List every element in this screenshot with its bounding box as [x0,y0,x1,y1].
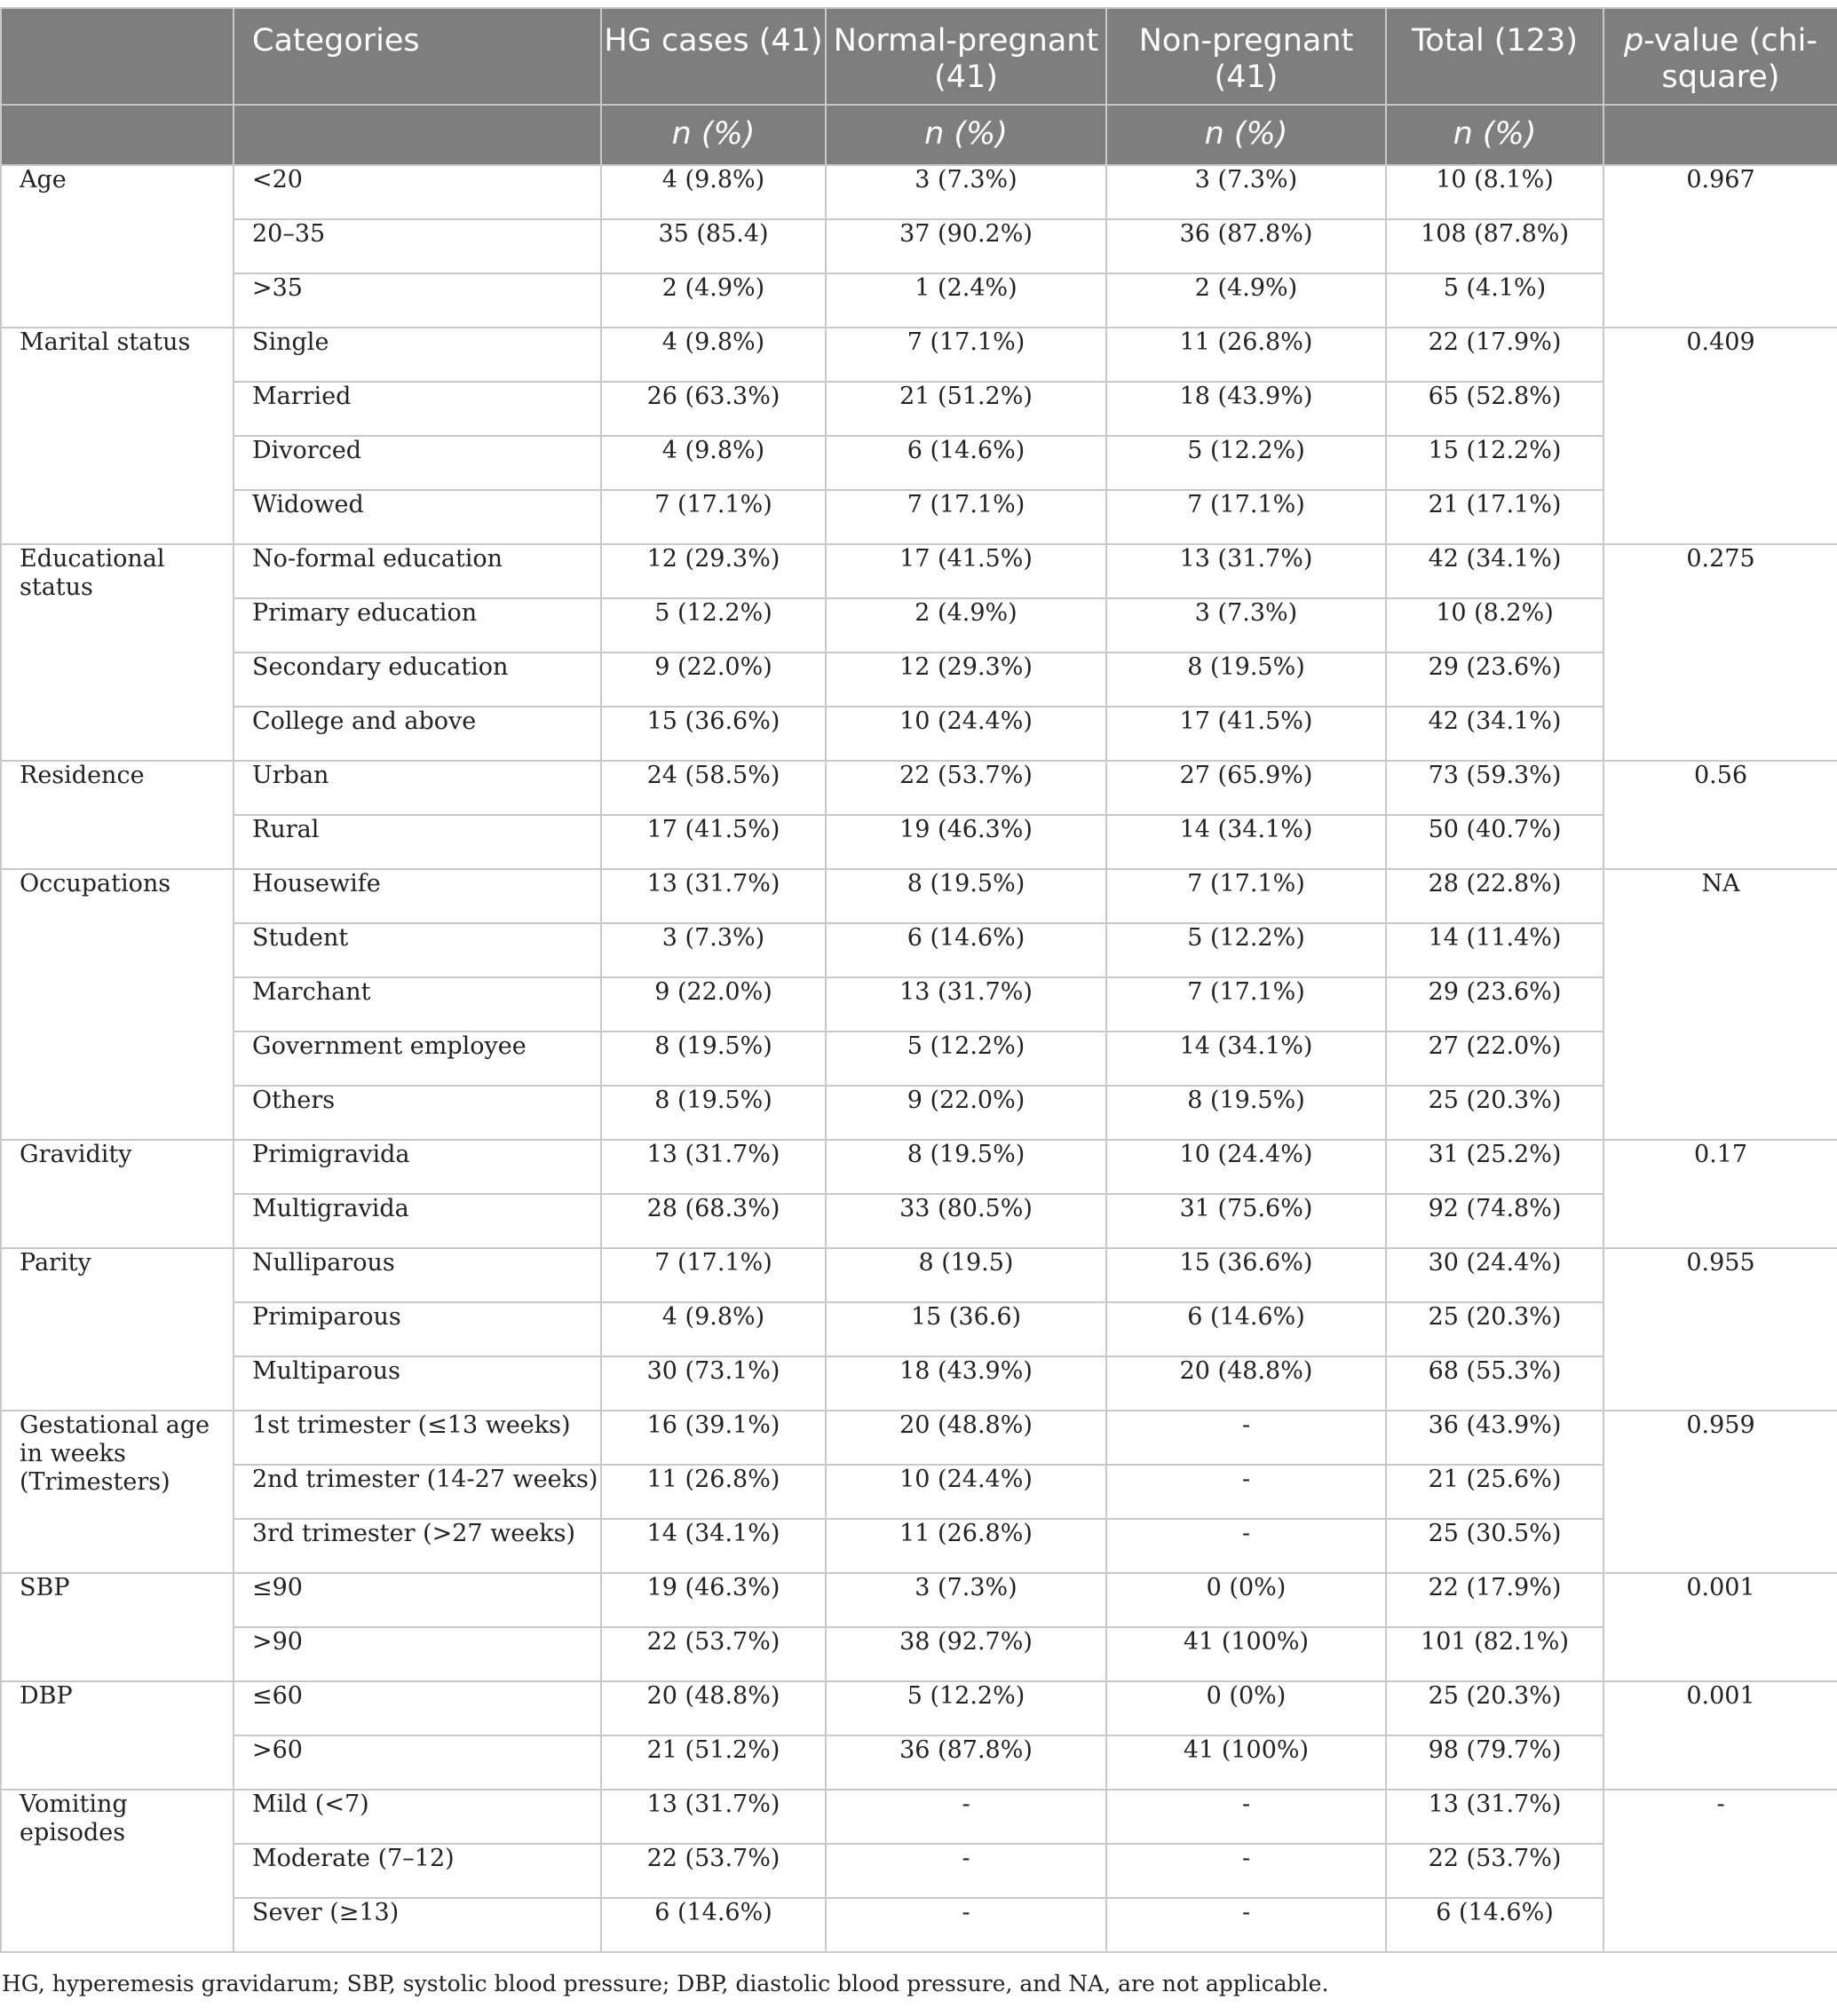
normal-pregnant-cell: 6 (14.6%) [826,436,1106,490]
header-total: Total (123) [1386,8,1603,105]
table-row [1,598,1837,652]
total-cell: 13 (31.7%) [1386,1790,1603,1844]
normal-pregnant-cell: 3 (7.3%) [826,165,1106,219]
total-cell: 42 (34.1%) [1386,707,1603,761]
p-value-cell: 0.17 [1603,1140,1837,1248]
hg-cases-cell: 22 (53.7%) [601,1844,826,1898]
normal-pregnant-cell: 8 (19.5%) [826,869,1106,923]
total-cell: 5 (4.1%) [1386,273,1603,328]
total-cell: 10 (8.2%) [1386,598,1603,652]
category-cell: >35 [234,273,601,328]
total-cell: 31 (25.2%) [1386,1140,1603,1194]
non-pregnant-cell: - [1106,1465,1386,1519]
table-row [1,1898,1837,1952]
non-pregnant-cell: 3 (7.3%) [1106,165,1386,219]
hg-cases-cell: 8 (19.5%) [601,1032,826,1086]
hg-cases-cell: 5 (12.2%) [601,598,826,652]
header-normal-pregnant: Normal-pregnant (41) [826,8,1106,105]
p-value-cell: 0.001 [1603,1573,1837,1681]
normal-pregnant-cell: 10 (24.4%) [826,1465,1106,1519]
non-pregnant-cell: 15 (36.6%) [1106,1248,1386,1302]
total-cell: 28 (22.8%) [1386,869,1603,923]
hg-cases-cell: 21 (51.2%) [601,1735,826,1790]
category-cell: Government employee [234,1032,601,1086]
hg-cases-cell: 24 (58.5%) [601,761,826,815]
non-pregnant-cell: 27 (65.9%) [1106,761,1386,815]
category-cell: ≤60 [234,1681,601,1735]
table-row [1,273,1837,328]
non-pregnant-cell: - [1106,1898,1386,1952]
table-row [1,923,1837,977]
non-pregnant-cell: 6 (14.6%) [1106,1302,1386,1356]
total-cell: 25 (20.3%) [1386,1681,1603,1735]
normal-pregnant-cell: 8 (19.5) [826,1248,1106,1302]
total-cell: 108 (87.8%) [1386,219,1603,273]
total-cell: 22 (17.9%) [1386,1573,1603,1627]
header-hg-cases: HG cases (41) [601,8,826,105]
total-cell: 21 (25.6%) [1386,1465,1603,1519]
category-cell: >90 [234,1627,601,1681]
non-pregnant-cell: 36 (87.8%) [1106,219,1386,273]
category-cell: Mild (<7) [234,1790,601,1844]
normal-pregnant-cell: - [826,1844,1106,1898]
table-row [1,652,1837,707]
p-value-label: -value (chi-square) [1643,23,1818,95]
category-cell: Housewife [234,869,601,923]
normal-pregnant-cell: 37 (90.2%) [826,219,1106,273]
category-cell: Urban [234,761,601,815]
total-cell: 15 (12.2%) [1386,436,1603,490]
non-pregnant-cell: 13 (31.7%) [1106,544,1386,598]
table-row [1,1194,1837,1248]
category-cell: Primigravida [234,1140,601,1194]
non-pregnant-cell: 2 (4.9%) [1106,273,1386,328]
group-label: Vomiting episodes [1,1790,234,1952]
header-group-column [1,8,234,105]
category-cell: Marchant [234,977,601,1032]
normal-pregnant-cell: 19 (46.3%) [826,815,1106,869]
category-cell: Single [234,328,601,382]
normal-pregnant-cell: 6 (14.6%) [826,923,1106,977]
table-row [1,815,1837,869]
hg-cases-cell: 13 (31.7%) [601,1790,826,1844]
p-letter: p [1623,23,1644,59]
hg-cases-cell: 4 (9.8%) [601,436,826,490]
p-value-cell: 0.959 [1603,1411,1837,1573]
non-pregnant-cell: - [1106,1844,1386,1898]
table-row [1,1844,1837,1898]
total-cell: 29 (23.6%) [1386,977,1603,1032]
header-p-value [1603,8,1837,105]
table-row [1,165,1837,219]
non-pregnant-cell: 0 (0%) [1106,1573,1386,1627]
category-cell: Nulliparous [234,1248,601,1302]
table-row [1,1519,1837,1573]
category-cell: 1st trimester (≤13 weeks) [234,1411,601,1465]
table-row [1,977,1837,1032]
category-cell: Widowed [234,490,601,544]
header-categories: Categories [234,8,601,105]
normal-pregnant-cell: - [826,1898,1106,1952]
table-row [1,869,1837,923]
subheader-n-pct: n (%) [826,105,1106,165]
table-row [1,1248,1837,1302]
normal-pregnant-cell: 7 (17.1%) [826,490,1106,544]
group-label: SBP [1,1573,234,1681]
table-row [1,1627,1837,1681]
category-cell: Sever (≥13) [234,1898,601,1952]
data-table [0,7,1837,1953]
normal-pregnant-cell: 10 (24.4%) [826,707,1106,761]
table-row [1,436,1837,490]
total-cell: 22 (17.9%) [1386,328,1603,382]
total-cell: 25 (30.5%) [1386,1519,1603,1573]
category-cell: Student [234,923,601,977]
total-cell: 29 (23.6%) [1386,652,1603,707]
non-pregnant-cell: 5 (12.2%) [1106,436,1386,490]
hg-cases-cell: 4 (9.8%) [601,165,826,219]
total-cell: 73 (59.3%) [1386,761,1603,815]
table-body [1,165,1837,1952]
hg-cases-cell: 4 (9.8%) [601,1302,826,1356]
hg-cases-cell: 6 (14.6%) [601,1898,826,1952]
subheader-n-pct: n (%) [601,105,826,165]
hg-cases-cell: 12 (29.3%) [601,544,826,598]
non-pregnant-cell: 11 (26.8%) [1106,328,1386,382]
table-row [1,382,1837,436]
p-value-cell: - [1603,1790,1837,1952]
hg-cases-cell: 13 (31.7%) [601,869,826,923]
category-cell: Moderate (7–12) [234,1844,601,1898]
normal-pregnant-cell: 33 (80.5%) [826,1194,1106,1248]
hg-cases-cell: 7 (17.1%) [601,490,826,544]
total-cell: 36 (43.9%) [1386,1411,1603,1465]
group-label: DBP [1,1681,234,1790]
total-cell: 21 (17.1%) [1386,490,1603,544]
subheader-empty [1,105,234,165]
normal-pregnant-cell: 22 (53.7%) [826,761,1106,815]
non-pregnant-cell: 14 (34.1%) [1106,815,1386,869]
subheader-empty [234,105,601,165]
category-cell: <20 [234,165,601,219]
hg-cases-cell: 20 (48.8%) [601,1681,826,1735]
normal-pregnant-cell: 5 (12.2%) [826,1681,1106,1735]
hg-cases-cell: 26 (63.3%) [601,382,826,436]
hg-cases-cell: 3 (7.3%) [601,923,826,977]
group-label: Marital status [1,328,234,544]
total-cell: 10 (8.1%) [1386,165,1603,219]
group-label: Residence [1,761,234,869]
normal-pregnant-cell: 21 (51.2%) [826,382,1106,436]
header-row [1,8,1837,105]
category-cell: Multigravida [234,1194,601,1248]
category-cell: No-formal education [234,544,601,598]
hg-cases-cell: 2 (4.9%) [601,273,826,328]
category-cell: Multiparous [234,1356,601,1411]
total-cell: 65 (52.8%) [1386,382,1603,436]
non-pregnant-cell: 7 (17.1%) [1106,869,1386,923]
table-row [1,1356,1837,1411]
hg-cases-cell: 16 (39.1%) [601,1411,826,1465]
total-cell: 25 (20.3%) [1386,1086,1603,1140]
category-cell: Married [234,382,601,436]
total-cell: 27 (22.0%) [1386,1032,1603,1086]
hg-cases-cell: 35 (85.4) [601,219,826,273]
normal-pregnant-cell: 2 (4.9%) [826,598,1106,652]
table-row [1,1032,1837,1086]
group-label: Educational status [1,544,234,761]
total-cell: 50 (40.7%) [1386,815,1603,869]
total-cell: 22 (53.7%) [1386,1844,1603,1898]
hg-cases-cell: 22 (53.7%) [601,1627,826,1681]
table-row [1,1086,1837,1140]
non-pregnant-cell: - [1106,1411,1386,1465]
p-value-cell: 0.955 [1603,1248,1837,1411]
category-cell: Primiparous [234,1302,601,1356]
p-value-cell: 0.001 [1603,1681,1837,1790]
normal-pregnant-cell: 11 (26.8%) [826,1519,1106,1573]
table-row [1,1140,1837,1194]
hg-cases-cell: 15 (36.6%) [601,707,826,761]
table-row [1,219,1837,273]
non-pregnant-cell: 7 (17.1%) [1106,490,1386,544]
non-pregnant-cell: - [1106,1790,1386,1844]
non-pregnant-cell: 5 (12.2%) [1106,923,1386,977]
p-value-cell: 0.275 [1603,544,1837,761]
non-pregnant-cell: 8 (19.5%) [1106,1086,1386,1140]
normal-pregnant-cell: 9 (22.0%) [826,1086,1106,1140]
normal-pregnant-cell: 5 (12.2%) [826,1032,1106,1086]
table-row [1,544,1837,598]
category-cell: Primary education [234,598,601,652]
table-footnote: HG, hyperemesis gravidarum; SBP, systolic blood pressure; DBP, diastolic blood pressure, and NA, are not applicable. [2,1971,1329,1996]
p-value-cell: 0.409 [1603,328,1837,544]
total-cell: 68 (55.3%) [1386,1356,1603,1411]
table-header [1,8,1837,165]
total-cell: 92 (74.8%) [1386,1194,1603,1248]
normal-pregnant-cell: 7 (17.1%) [826,328,1106,382]
category-cell: >60 [234,1735,601,1790]
category-cell: 3rd trimester (>27 weeks) [234,1519,601,1573]
hg-cases-cell: 28 (68.3%) [601,1194,826,1248]
group-label: Occupations [1,869,234,1140]
hg-cases-cell: 14 (34.1%) [601,1519,826,1573]
hg-cases-cell: 7 (17.1%) [601,1248,826,1302]
normal-pregnant-cell: 20 (48.8%) [826,1411,1106,1465]
category-cell: 2nd trimester (14-27 weeks) [234,1465,601,1519]
hg-cases-cell: 4 (9.8%) [601,328,826,382]
hg-cases-cell: 9 (22.0%) [601,652,826,707]
normal-pregnant-cell: 15 (36.6) [826,1302,1106,1356]
total-cell: 42 (34.1%) [1386,544,1603,598]
table-row [1,1573,1837,1627]
table-row [1,328,1837,382]
hg-cases-cell: 19 (46.3%) [601,1573,826,1627]
non-pregnant-cell: - [1106,1519,1386,1573]
category-cell: 20–35 [234,219,601,273]
group-label: Parity [1,1248,234,1411]
category-cell: Rural [234,815,601,869]
total-cell: 6 (14.6%) [1386,1898,1603,1952]
non-pregnant-cell: 41 (100%) [1106,1627,1386,1681]
total-cell: 14 (11.4%) [1386,923,1603,977]
subheader-n-pct: n (%) [1386,105,1603,165]
table-row [1,1302,1837,1356]
table-row [1,1681,1837,1735]
group-label: Age [1,165,234,328]
normal-pregnant-cell: 1 (2.4%) [826,273,1106,328]
subheader-empty [1603,105,1837,165]
non-pregnant-cell: 14 (34.1%) [1106,1032,1386,1086]
group-label: Gravidity [1,1140,234,1248]
category-cell: Divorced [234,436,601,490]
table-row [1,761,1837,815]
table-row [1,707,1837,761]
table-row [1,490,1837,544]
table-row [1,1735,1837,1790]
total-cell: 25 (20.3%) [1386,1302,1603,1356]
normal-pregnant-cell: 18 (43.9%) [826,1356,1106,1411]
non-pregnant-cell: 3 (7.3%) [1106,598,1386,652]
total-cell: 98 (79.7%) [1386,1735,1603,1790]
non-pregnant-cell: 8 (19.5%) [1106,652,1386,707]
p-value-cell: 0.967 [1603,165,1837,328]
non-pregnant-cell: 41 (100%) [1106,1735,1386,1790]
hg-cases-cell: 17 (41.5%) [601,815,826,869]
subheader-n-pct: n (%) [1106,105,1386,165]
non-pregnant-cell: 31 (75.6%) [1106,1194,1386,1248]
non-pregnant-cell: 7 (17.1%) [1106,977,1386,1032]
p-value-cell: 0.56 [1603,761,1837,869]
normal-pregnant-cell: 3 (7.3%) [826,1573,1106,1627]
non-pregnant-cell: 17 (41.5%) [1106,707,1386,761]
table-row [1,1411,1837,1465]
category-cell: Secondary education [234,652,601,707]
non-pregnant-cell: 10 (24.4%) [1106,1140,1386,1194]
category-cell: Others [234,1086,601,1140]
hg-cases-cell: 11 (26.8%) [601,1465,826,1519]
normal-pregnant-cell: 8 (19.5%) [826,1140,1106,1194]
p-value-cell: NA [1603,869,1837,1140]
header-non-pregnant: Non-pregnant (41) [1106,8,1386,105]
non-pregnant-cell: 0 (0%) [1106,1681,1386,1735]
normal-pregnant-cell: 36 (87.8%) [826,1735,1106,1790]
category-cell: College and above [234,707,601,761]
subheader-row [1,105,1837,165]
hg-cases-cell: 8 (19.5%) [601,1086,826,1140]
hg-cases-cell: 9 (22.0%) [601,977,826,1032]
normal-pregnant-cell: 13 (31.7%) [826,977,1106,1032]
hg-cases-cell: 13 (31.7%) [601,1140,826,1194]
normal-pregnant-cell: - [826,1790,1106,1844]
table-row [1,1465,1837,1519]
table-row [1,1790,1837,1844]
group-label: Gestational age in weeks (Trimesters) [1,1411,234,1573]
normal-pregnant-cell: 38 (92.7%) [826,1627,1106,1681]
hg-cases-cell: 30 (73.1%) [601,1356,826,1411]
category-cell: ≤90 [234,1573,601,1627]
non-pregnant-cell: 20 (48.8%) [1106,1356,1386,1411]
total-cell: 101 (82.1%) [1386,1627,1603,1681]
non-pregnant-cell: 18 (43.9%) [1106,382,1386,436]
normal-pregnant-cell: 17 (41.5%) [826,544,1106,598]
normal-pregnant-cell: 12 (29.3%) [826,652,1106,707]
total-cell: 30 (24.4%) [1386,1248,1603,1302]
